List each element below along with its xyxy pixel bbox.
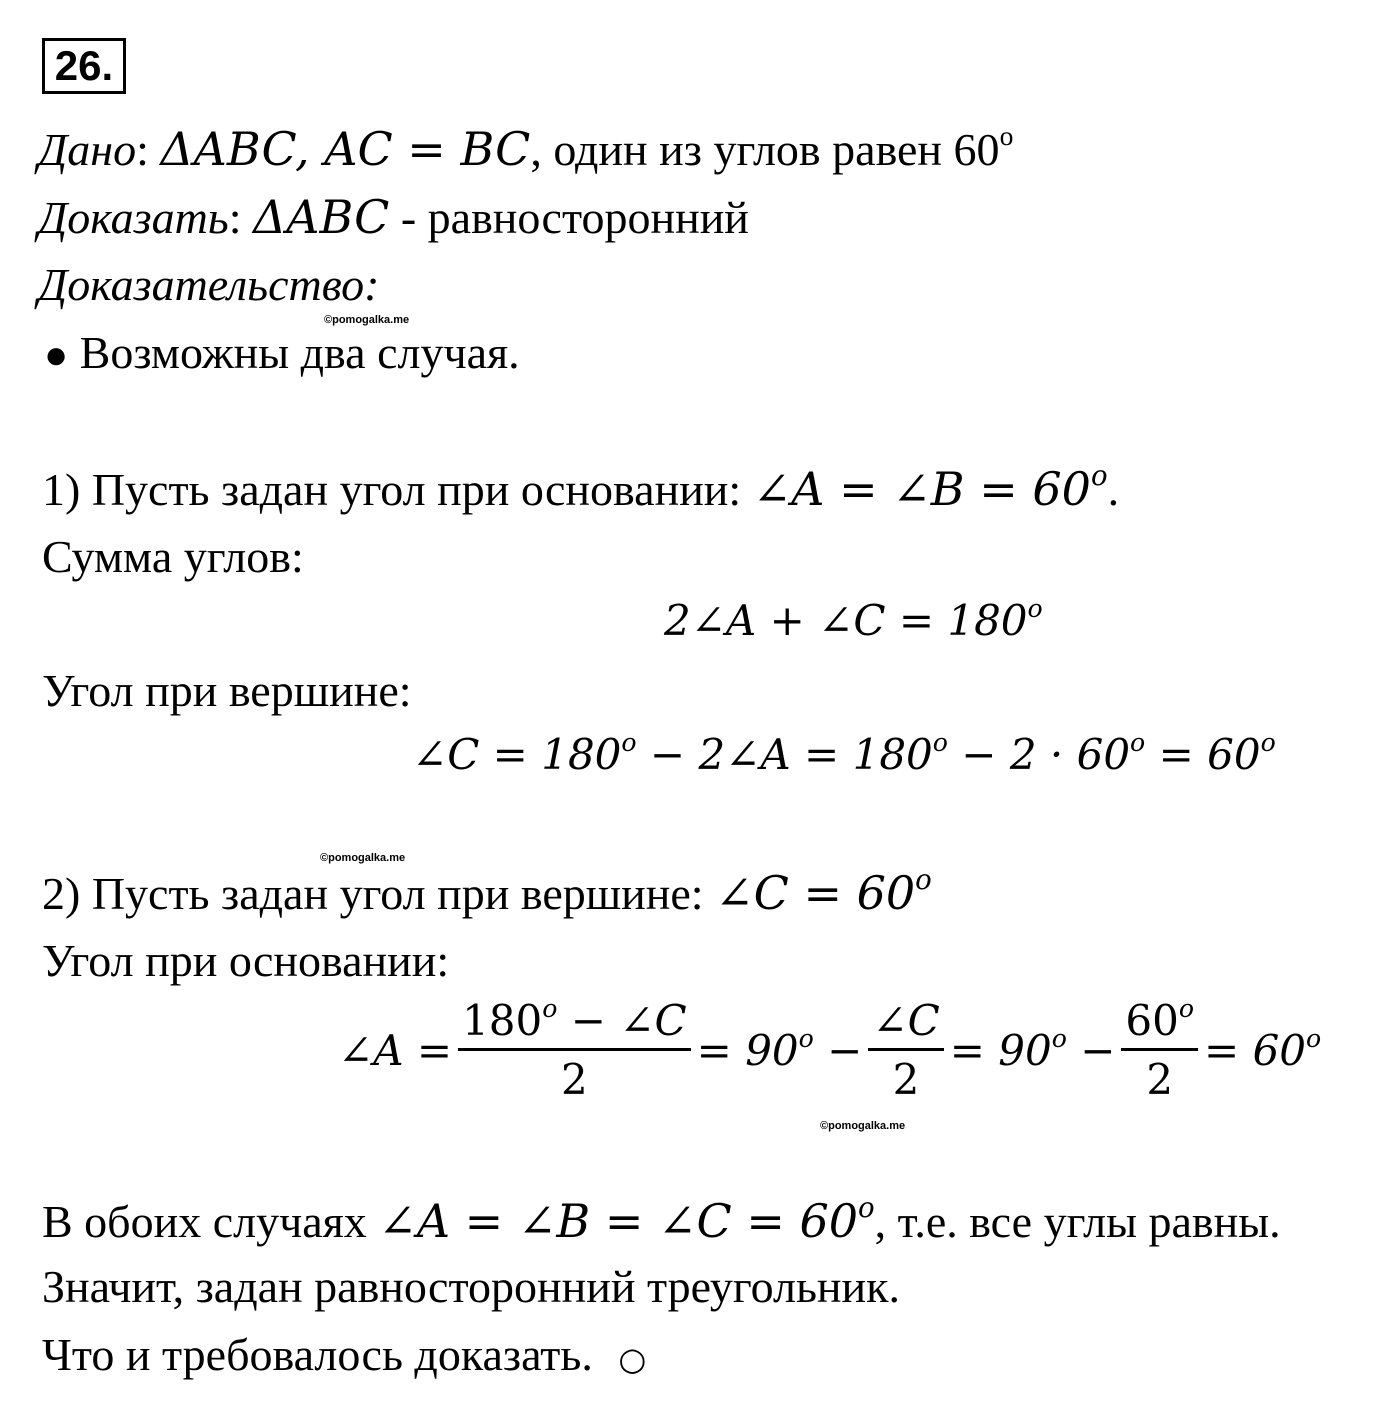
bullet-icon: ● bbox=[44, 332, 69, 377]
apex-eq-part2: − 2∠A = 180 bbox=[636, 730, 933, 779]
apex-label: Угол при вершине: bbox=[42, 665, 412, 716]
bullet-text: Возможны два случая. bbox=[68, 327, 520, 378]
given-math: ΔABC, AC = BC bbox=[160, 122, 531, 176]
fraction-1-den: 2 bbox=[561, 1055, 588, 1104]
conclusion-text-b: , т.е. все углы равны. bbox=[874, 1196, 1281, 1247]
sum-equation-text: 2∠A + ∠C = 180 bbox=[664, 596, 1028, 645]
conclusion-line-3 bbox=[42, 1329, 647, 1380]
conclusion-line-2: Значит, задан равносторонний треугольник. bbox=[42, 1261, 901, 1312]
sum-equation-degree: o bbox=[1027, 593, 1043, 623]
conclusion-line-1 bbox=[42, 1191, 1281, 1248]
conclusion-line-3-text: Что и требовалось доказать. bbox=[42, 1329, 593, 1380]
case1-intro-text: 1) Пусть задан угол при основании: bbox=[42, 464, 753, 515]
case2-intro-text: 2) Пусть задан угол при вершине: bbox=[42, 868, 716, 919]
frac-eq-minus2: − bbox=[1066, 1025, 1116, 1075]
watermark: ©pomogalka.me bbox=[324, 314, 410, 326]
case1-intro-math: ∠A = ∠B = 60 bbox=[752, 462, 1091, 516]
sum-label: Сумма углов: bbox=[42, 531, 304, 582]
frac-eq-end-degree: o bbox=[1306, 1023, 1322, 1053]
given-text: , один из углов равен 60 bbox=[530, 124, 1000, 175]
frac-eq-mid1: = 90 bbox=[696, 1025, 799, 1075]
prove-math: ΔABC bbox=[253, 190, 390, 244]
apex-eq-degree3: o bbox=[1130, 727, 1146, 757]
watermark: ©pomogalka.me bbox=[820, 1120, 906, 1132]
apex-eq-part4: = 60 bbox=[1145, 730, 1261, 779]
case1-intro-degree: o bbox=[1090, 459, 1108, 493]
fraction-3 bbox=[1121, 993, 1198, 1104]
prove-label: Доказать bbox=[38, 192, 229, 243]
prove-text: - равносторонний bbox=[389, 192, 749, 243]
frac-eq-mid2: = 90 bbox=[949, 1025, 1052, 1075]
fraction-3-degree: o bbox=[1178, 993, 1195, 1023]
case2-intro-math: ∠C = 60 bbox=[715, 866, 916, 920]
fraction-1-num-b: − ∠C bbox=[557, 996, 687, 1045]
fraction-2-den: 2 bbox=[892, 1055, 920, 1104]
case2-intro bbox=[42, 863, 932, 920]
case2-intro-degree: o bbox=[915, 863, 932, 897]
apex-eq-part3: − 2 · 60 bbox=[947, 730, 1131, 779]
problem-number: 26. bbox=[42, 38, 126, 94]
fraction-1 bbox=[458, 993, 691, 1104]
apex-eq-degree1: o bbox=[621, 727, 637, 757]
conclusion-degree: o bbox=[858, 1191, 875, 1225]
base-label: Угол при основании: bbox=[42, 935, 450, 986]
conclusion-math: ∠A = ∠B = ∠C = 60 bbox=[378, 1194, 859, 1248]
frac-eq-mid1-degree: o bbox=[798, 1023, 814, 1053]
fraction-3-den: 2 bbox=[1146, 1055, 1174, 1104]
given-line: Дано: ΔABC, AC = BC, один из углов равен 60$^o$ bbox=[38, 120, 1014, 176]
proof-label: Доказательство: bbox=[38, 259, 380, 310]
bullet-line bbox=[44, 327, 520, 378]
prove-line: Доказать: ΔABC - равносторонний bbox=[38, 190, 749, 244]
frac-eq-left: ∠A = bbox=[338, 1025, 453, 1075]
apex-eq-part1: ∠C = 180 bbox=[412, 730, 622, 779]
case1-intro-end: . bbox=[1107, 464, 1120, 515]
apex-eq-degree4: o bbox=[1260, 727, 1276, 757]
case1-intro bbox=[42, 459, 1120, 516]
fraction-2 bbox=[868, 996, 943, 1104]
fraction-2-num: ∠C bbox=[872, 996, 940, 1045]
fraction-1-num-a: 180 bbox=[462, 996, 543, 1045]
given-degree: o bbox=[999, 120, 1014, 152]
frac-eq-mid2-degree: o bbox=[1051, 1023, 1067, 1053]
apex-equation bbox=[412, 727, 1276, 779]
conclusion-text-a: В обоих случаях bbox=[42, 1196, 379, 1247]
frac-eq-minus1: − bbox=[813, 1025, 863, 1075]
frac-eq-end: = 60 bbox=[1204, 1025, 1307, 1075]
fraction-3-num: 60 bbox=[1125, 996, 1179, 1045]
fraction-1-degree: o bbox=[542, 993, 558, 1023]
watermark: ©pomogalka.me bbox=[320, 852, 406, 864]
qed-icon: ○ bbox=[618, 1340, 647, 1378]
fraction-equation bbox=[338, 993, 1322, 1104]
given-label: Дано bbox=[38, 124, 137, 175]
apex-eq-degree2: o bbox=[932, 727, 948, 757]
sum-equation bbox=[664, 593, 1043, 645]
